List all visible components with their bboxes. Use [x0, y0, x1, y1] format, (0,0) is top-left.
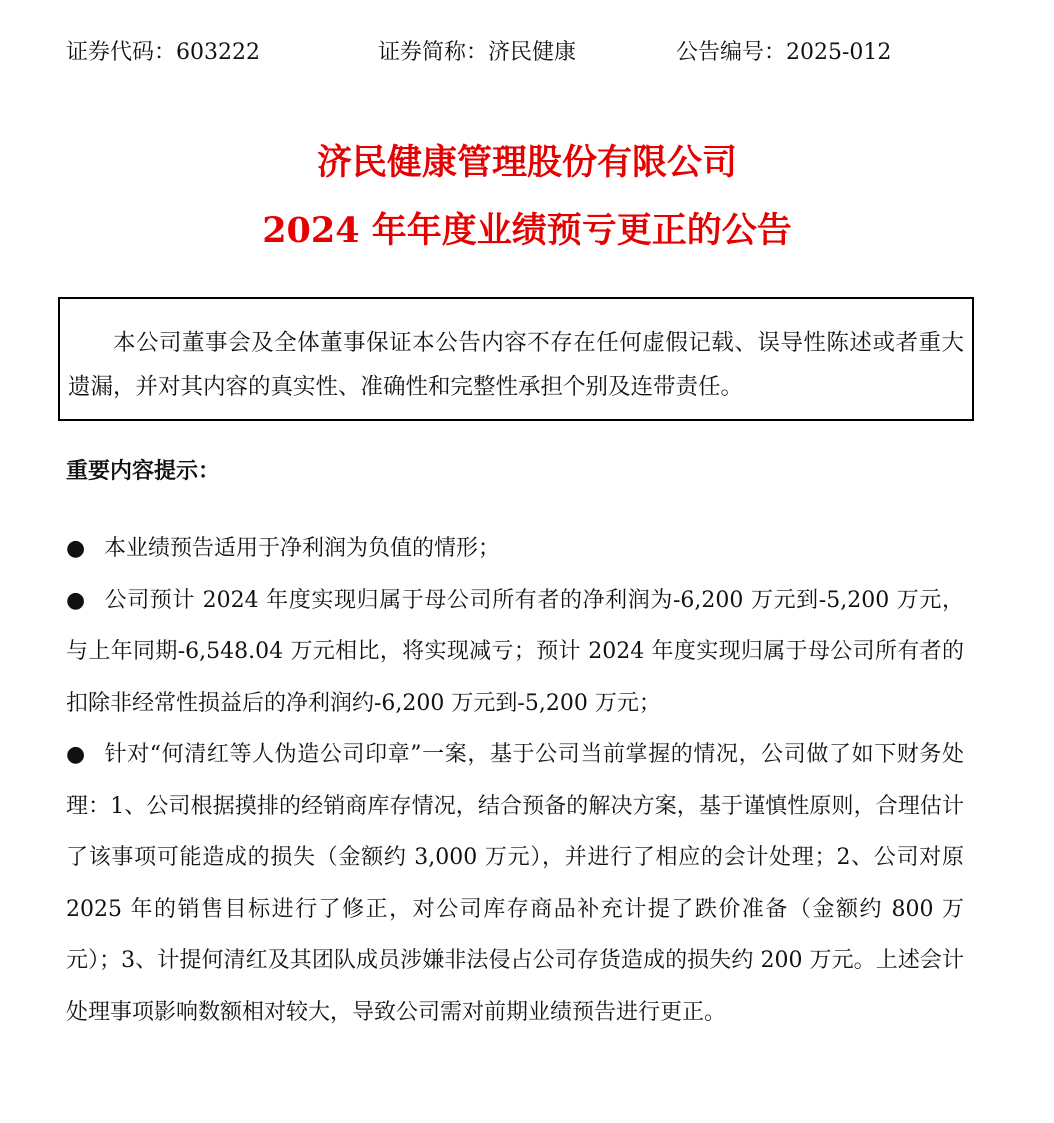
announcement-number: 公告编号：2025-012 — [676, 40, 892, 65]
list-item-text: 针对“何清红等人伪造公司印章”一案，基于公司当前掌握的情况，公司做了如下财务处理：1、公司根据摸排的经销商库存情况，结合预备的解决方案，基于谨慎性原则，合理估计了该事项可能造成的损失（金额约 3,000 万元），并进行了相应的会计处理；2、公司对原 2025 年的销售目标进行了修正，对公司库存商品补充计提了跌价准备（金额约 800 万元）；3、计提何清红及其团队成员涉嫌非法侵占公司存货造成的损失约 200 万元。上述会计处理事项影响数额相对较大，导致公司需对前期业绩预告进行更正。 — [66, 742, 964, 1025]
list-item — [66, 523, 964, 575]
bullet-dot-icon: ● — [66, 742, 86, 767]
announcement-title: 2024 年年度业绩预亏更正的公告 — [262, 210, 792, 251]
stock-code: 证券代码：603222 — [66, 40, 260, 65]
document-header — [66, 34, 966, 72]
list-item — [66, 729, 964, 1038]
key-content-list — [66, 523, 964, 1038]
bullet-dot-icon: ● — [66, 587, 86, 613]
list-item-text: 公司预计 2024 年度实现归属于母公司所有者的净利润为-6,200 万元到-5,200 万元，与上年同期-6,548.04 万元相比，将实现减亏；预计 2024 年度实现归属于母公司所有者的扣除非经常性损益后的净利润约-6,200 万元到-5,200 万元； — [66, 587, 964, 716]
bullet-dot-icon: ● — [66, 536, 86, 561]
board-guarantee-text: 本公司董事会及全体董事保证本公告内容不存在任何虚假记载、误导性陈述或者重大遗漏，并对其内容的真实性、准确性和完整性承担个别及连带责任。 — [68, 330, 964, 400]
stock-short-name: 证券简称：济民健康 — [378, 40, 577, 65]
company-name-title: 济民健康管理股份有限公司 — [316, 142, 737, 183]
key-content-heading: 重要内容提示： — [66, 459, 221, 484]
board-guarantee-notice-box — [58, 297, 974, 421]
list-item — [66, 575, 964, 730]
list-item-text: 本业绩预告适用于净利润为负值的情形； — [104, 536, 501, 561]
